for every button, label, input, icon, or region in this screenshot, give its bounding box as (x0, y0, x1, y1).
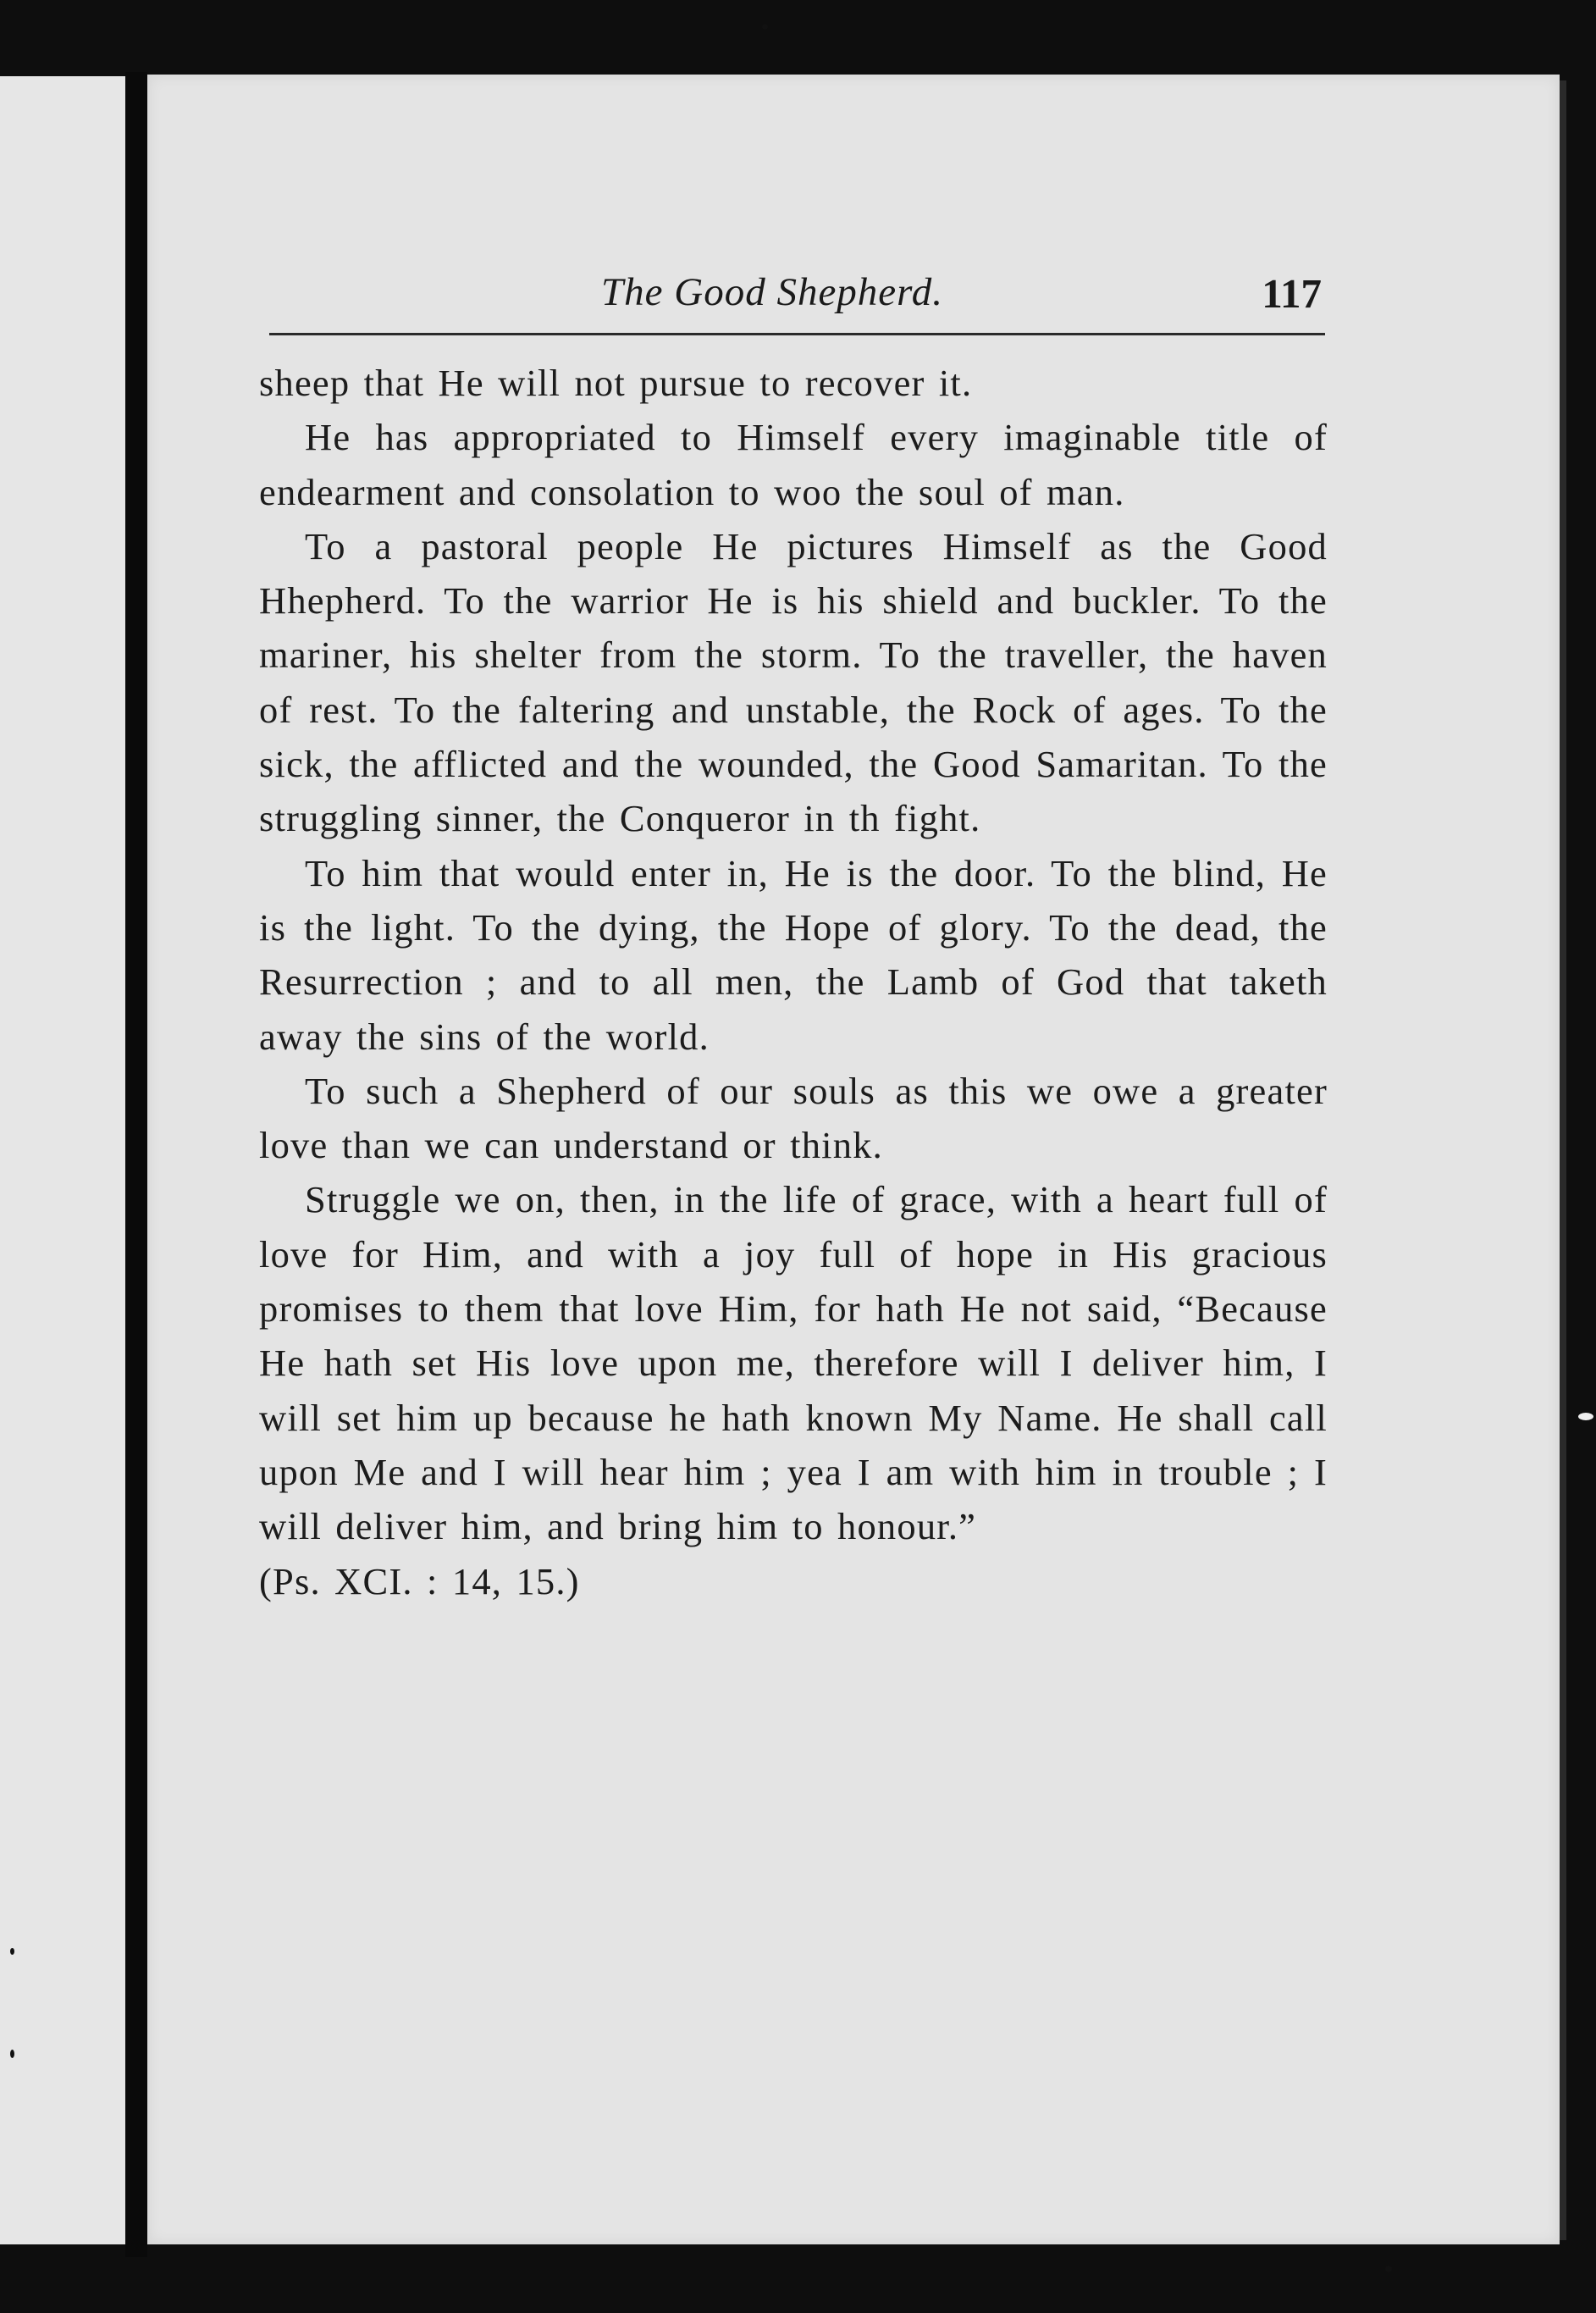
facing-page-edge (0, 76, 125, 2244)
running-header (269, 269, 1325, 330)
header-rule (269, 333, 1325, 335)
paragraph-4: To him that would enter in, He is the door. To the blind, He is the light. To the dying, the Hope of glory. To the dead, the Resurrection ; and to all men, the Lamb of God that taketh away the sins of the world. (259, 851, 1328, 1058)
page-body (259, 356, 1328, 1608)
paragraph-3: To a pastoral people He pictures Himself as the Good Hhepherd. To the warrior He is his shield and buckler. To the mariner, his shelter from the storm. To the traveller, the haven of rest. To the faltering and unstable, the Rock of ages. To the sick, the afflicted and the wounded, the Good Samaritan. To the struggling sinner, the Conqueror in th fight. (259, 524, 1328, 840)
paragraph-2: He has appropriated to Himself every imaginable title of endearment and consolation to woo the soul of man. (259, 416, 1328, 513)
running-title: The Good Shepherd. (601, 270, 943, 314)
page-edge-shadow (1560, 80, 1566, 2240)
paragraph-1: sheep that He will not pursue to recover it. (259, 362, 973, 404)
paragraph-5: To such a Shepherd of our souls as this we owe a greater love than we can understand or think. (259, 1069, 1328, 1167)
paragraph-6: Struggle we on, then, in the life of grace, with a heart full of love for Him, and with a joy full of hope in His gracious promises to them that love Him, for hath He not said, “Because He hath set His love upon me, therefore will I deliver him, I will set him up because he hath known My Name. He shall call upon Me and I will hear him ; yea I am with him in trouble ; I will deliver him, and bring him to honour.” (259, 1178, 1328, 1548)
book-gutter (125, 72, 147, 2257)
page-number: 117 (1262, 270, 1322, 317)
scripture-citation: (Ps. XCI. : 14, 15.) (259, 1559, 580, 1602)
